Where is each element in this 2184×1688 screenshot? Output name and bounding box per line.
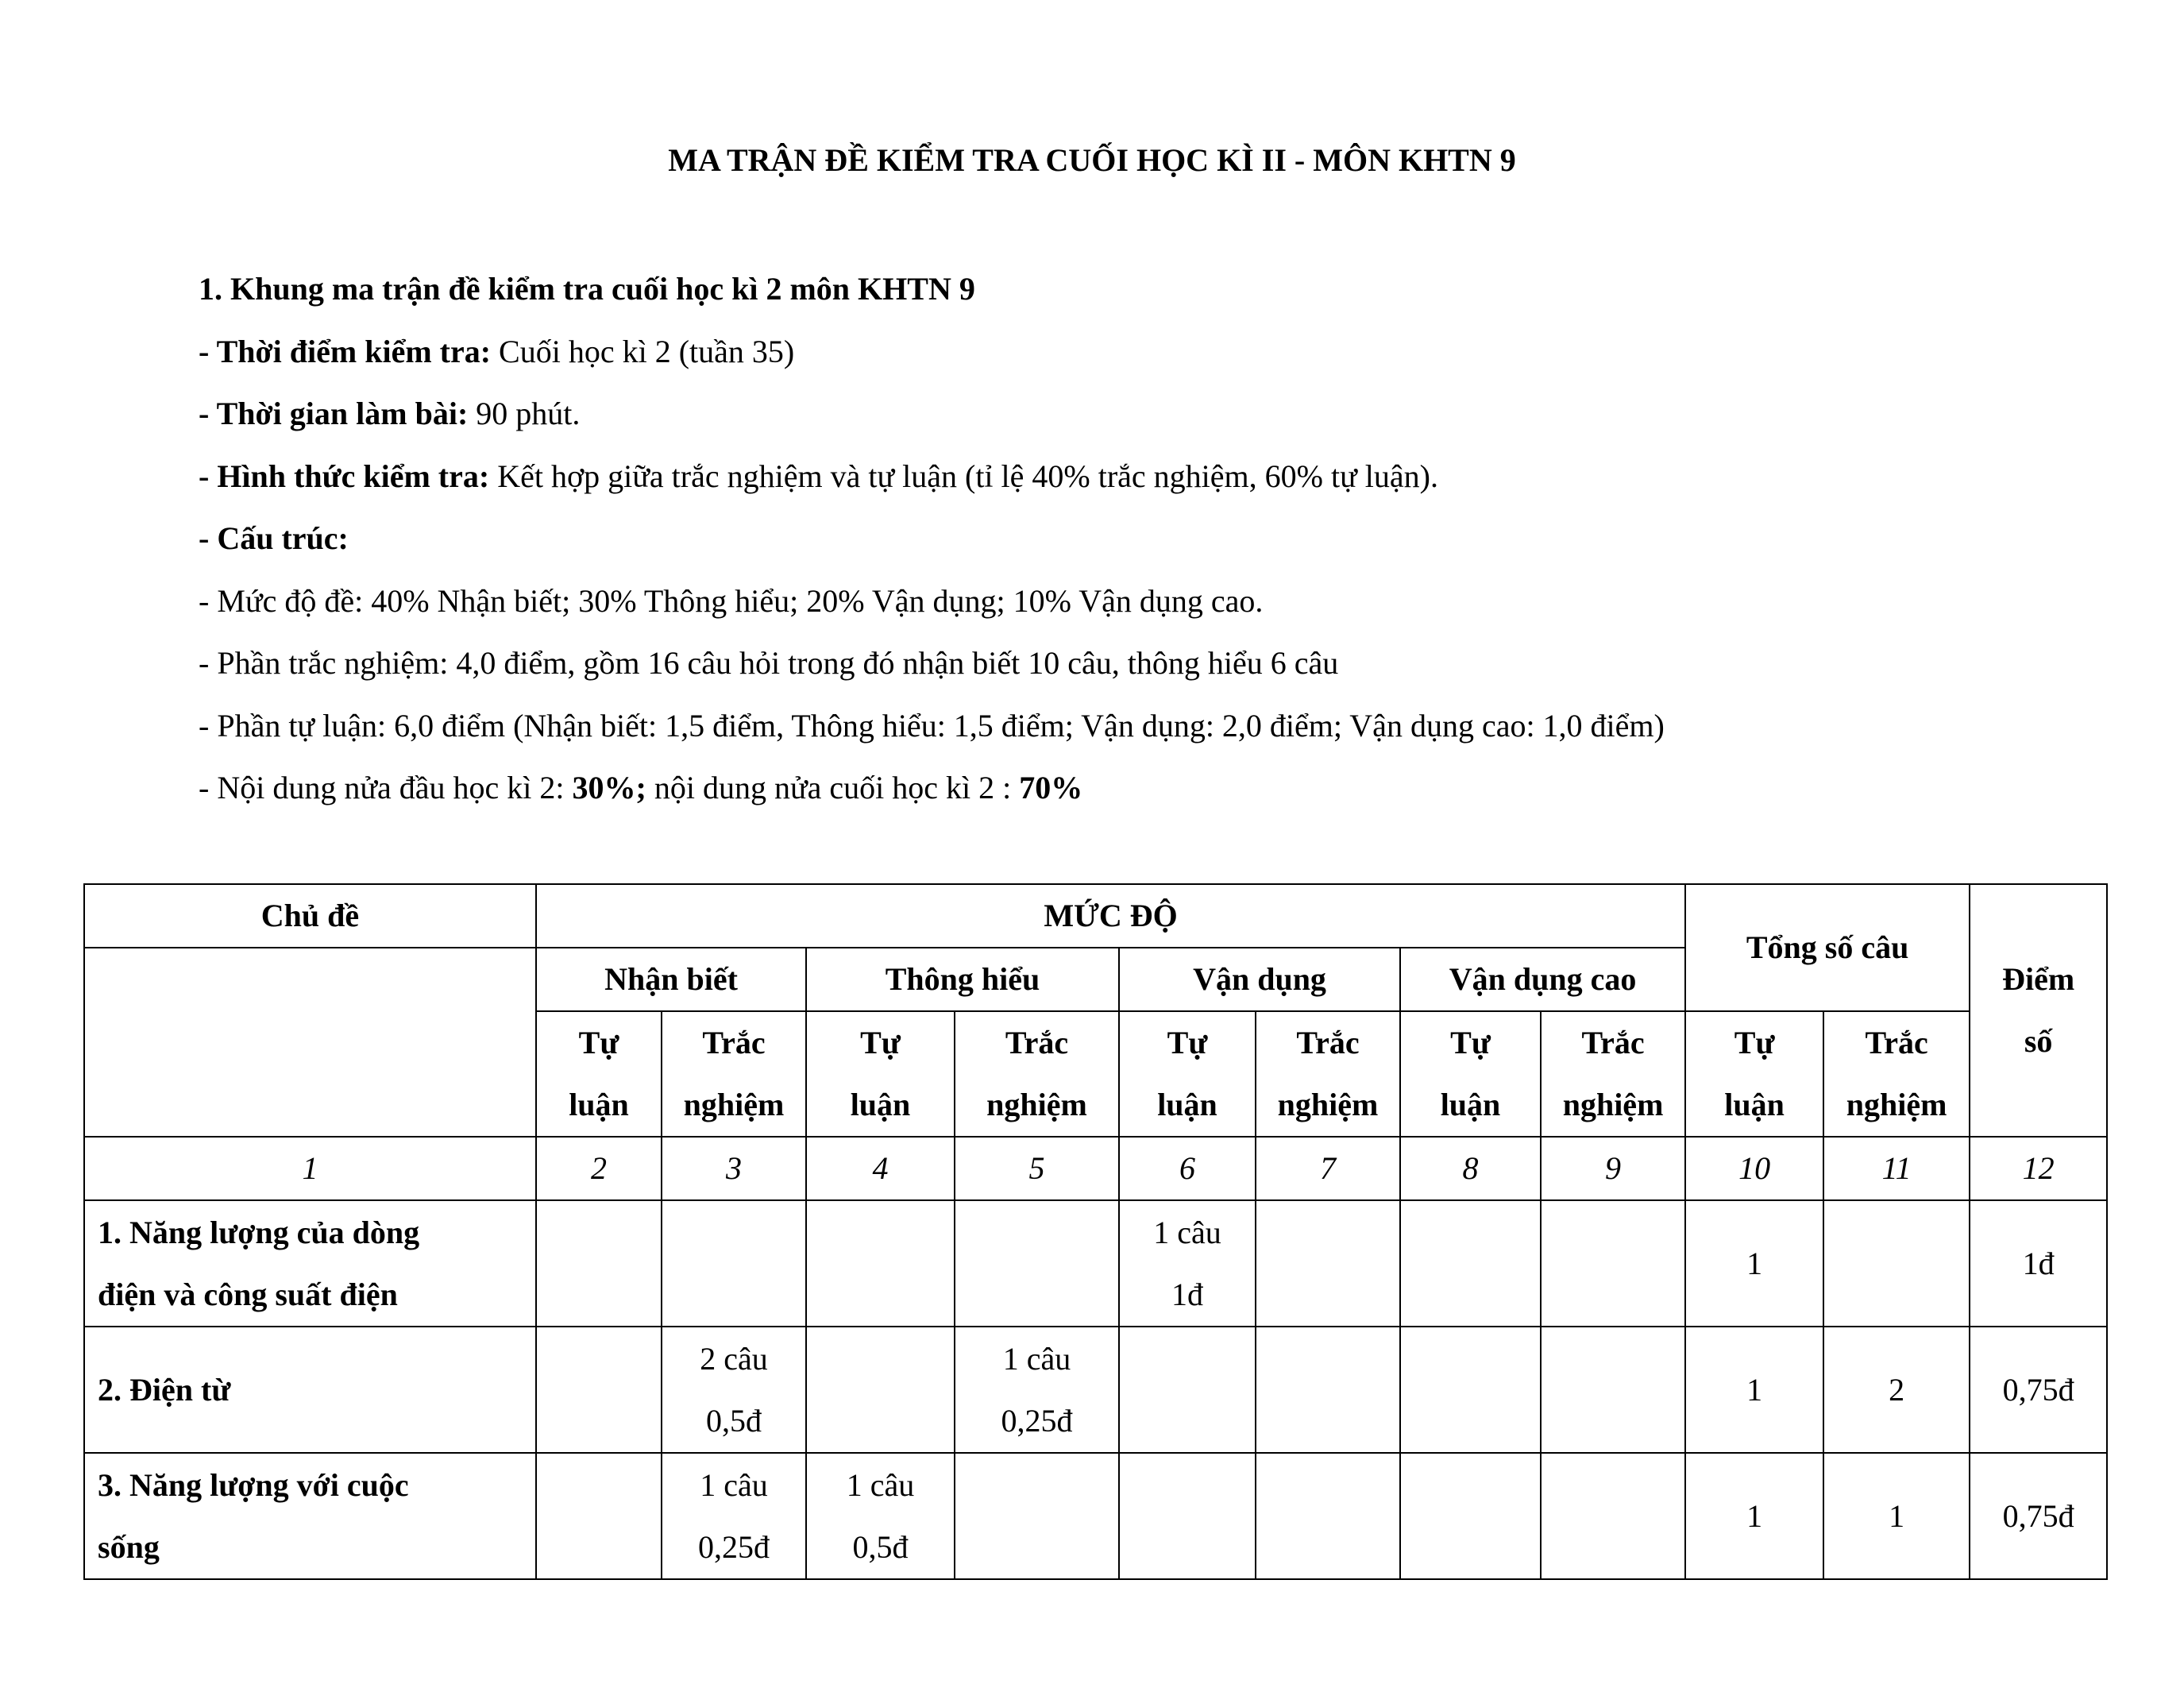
col-number: 7 bbox=[1256, 1137, 1400, 1200]
exam-time-label: - Thời điểm kiểm tra: bbox=[199, 333, 492, 369]
cell-empty bbox=[536, 1453, 662, 1579]
sub-essay-header: Tự luận bbox=[536, 1011, 662, 1137]
total-essay-cell: 1 bbox=[1685, 1327, 1823, 1453]
exam-form-label: - Hình thức kiểm tra: bbox=[199, 458, 490, 494]
content-pct-second: 70% bbox=[1019, 770, 1083, 805]
exam-matrix-table bbox=[83, 883, 2108, 1580]
cell-empty bbox=[536, 1200, 662, 1327]
cell-recognize-mcq: 1 câu 0,25đ bbox=[662, 1453, 806, 1579]
cell-recognize-mcq: 2 câu 0,5đ bbox=[662, 1327, 806, 1453]
col-number: 5 bbox=[955, 1137, 1119, 1200]
col-number: 10 bbox=[1685, 1137, 1823, 1200]
col-number: 9 bbox=[1541, 1137, 1685, 1200]
col-number: 11 bbox=[1823, 1137, 1970, 1200]
cell-empty bbox=[536, 1327, 662, 1453]
exam-time-line bbox=[199, 321, 2025, 384]
total-essay-cell: 1 bbox=[1685, 1200, 1823, 1327]
sub-mcq-header: Trắc nghiệm bbox=[1541, 1011, 1685, 1137]
score-header bbox=[1970, 884, 2107, 1137]
content-pre: - Nội dung nửa đầu học kì 2: bbox=[199, 770, 573, 805]
col-number: 3 bbox=[662, 1137, 806, 1200]
level-recognize: Nhận biết bbox=[536, 948, 806, 1011]
cell-empty bbox=[1541, 1200, 1685, 1327]
exam-form-value: Kết hợp giữa trắc nghiệm và tự luận (tỉ lệ 40% trắc nghiệm, 60% tự luận). bbox=[489, 458, 1438, 494]
table-row bbox=[84, 1453, 2107, 1579]
cell-empty bbox=[1256, 1200, 1400, 1327]
score-cell: 0,75đ bbox=[1970, 1327, 2107, 1453]
col-number: 1 bbox=[84, 1137, 536, 1200]
level-understand: Thông hiểu bbox=[806, 948, 1119, 1011]
topic-cell: 3. Năng lượng với cuộc sống bbox=[84, 1453, 536, 1579]
cell-empty bbox=[1119, 1327, 1256, 1453]
page-title: MA TRẬN ĐỀ KIỂM TRA CUỐI HỌC KÌ II - MÔN KHTN 9 bbox=[668, 142, 1516, 178]
level-apply: Vận dụng bbox=[1119, 948, 1400, 1011]
intro-section bbox=[199, 258, 2025, 820]
topic-header-blank bbox=[84, 948, 536, 1137]
score-cell: 0,75đ bbox=[1970, 1453, 2107, 1579]
score-cell: 1đ bbox=[1970, 1200, 2107, 1327]
duration-line bbox=[199, 383, 2025, 446]
essay-line: - Phần tự luận: 6,0 điểm (Nhận biết: 1,5 điểm, Thông hiểu: 1,5 điểm; Vận dụng: 2,0 điểm; Vận dụng cao: 1,0 điểm) bbox=[199, 707, 1665, 744]
cell-empty bbox=[955, 1453, 1119, 1579]
cell-empty bbox=[1541, 1453, 1685, 1579]
exam-form-line bbox=[199, 446, 2025, 508]
cell-empty bbox=[1400, 1200, 1541, 1327]
col-number: 6 bbox=[1119, 1137, 1256, 1200]
duration-value: 90 phút. bbox=[468, 396, 581, 431]
total-mcq-cell: 1 bbox=[1823, 1453, 1970, 1579]
sub-essay-header: Tự luận bbox=[806, 1011, 955, 1137]
sub-mcq-header: Trắc nghiệm bbox=[1823, 1011, 1970, 1137]
content-mid: nội dung nửa cuối học kì 2 : bbox=[646, 770, 1020, 805]
cell-empty bbox=[1256, 1453, 1400, 1579]
cell-empty bbox=[662, 1200, 806, 1327]
total-header: Tổng số câu bbox=[1685, 884, 1970, 1011]
sub-mcq-header: Trắc nghiệm bbox=[955, 1011, 1119, 1137]
total-mcq-cell: 2 bbox=[1823, 1327, 1970, 1453]
sub-mcq-header: Trắc nghiệm bbox=[1256, 1011, 1400, 1137]
level-line: - Mức độ đề: 40% Nhận biết; 30% Thông hiểu; 20% Vận dụng; 10% Vận dụng cao. bbox=[199, 582, 1264, 619]
col-number: 2 bbox=[536, 1137, 662, 1200]
col-number: 12 bbox=[1970, 1137, 2107, 1200]
sub-mcq-header: Trắc nghiệm bbox=[662, 1011, 806, 1137]
score-header-line-2: số bbox=[2024, 1023, 2053, 1059]
sub-essay-header: Tự luận bbox=[1400, 1011, 1541, 1137]
topic-cell: 2. Điện từ bbox=[84, 1327, 536, 1453]
content-pct-first: 30%; bbox=[572, 770, 646, 805]
mcq-line: - Phần trắc nghiệm: 4,0 điểm, gồm 16 câu hỏi trong đó nhận biết 10 câu, thông hiểu 6 câu bbox=[199, 645, 1339, 681]
exam-time-value: Cuối học kì 2 (tuần 35) bbox=[491, 333, 795, 369]
topic-cell: 1. Năng lượng của dòng điện và công suất điện bbox=[84, 1200, 536, 1327]
cell-empty bbox=[1119, 1453, 1256, 1579]
table-row bbox=[84, 1327, 2107, 1453]
cell-understand-mcq: 1 câu 0,25đ bbox=[955, 1327, 1119, 1453]
cell-understand-essay: 1 câu 0,5đ bbox=[806, 1453, 955, 1579]
level-header: MỨC ĐỘ bbox=[536, 884, 1685, 948]
cell-apply-essay: 1 câu 1đ bbox=[1119, 1200, 1256, 1327]
structure-label: - Cấu trúc: bbox=[199, 520, 349, 556]
cell-empty bbox=[1400, 1453, 1541, 1579]
total-mcq-cell bbox=[1823, 1200, 1970, 1327]
level-apply-high: Vận dụng cao bbox=[1400, 948, 1685, 1011]
total-essay-cell: 1 bbox=[1685, 1453, 1823, 1579]
cell-empty bbox=[1541, 1327, 1685, 1453]
topic-header: Chủ đề bbox=[84, 884, 536, 948]
section-heading: 1. Khung ma trận đề kiểm tra cuối học kì 2 môn KHTN 9 bbox=[199, 271, 975, 307]
cell-empty bbox=[806, 1327, 955, 1453]
cell-empty bbox=[806, 1200, 955, 1327]
cell-empty bbox=[1256, 1327, 1400, 1453]
content-ratio-line bbox=[199, 757, 2025, 820]
duration-label: - Thời gian làm bài: bbox=[199, 396, 469, 431]
sub-essay-header: Tự luận bbox=[1119, 1011, 1256, 1137]
col-number: 4 bbox=[806, 1137, 955, 1200]
cell-empty bbox=[955, 1200, 1119, 1327]
cell-empty bbox=[1400, 1327, 1541, 1453]
col-number: 8 bbox=[1400, 1137, 1541, 1200]
score-header-line-1: Điểm bbox=[2002, 961, 2075, 997]
table-row bbox=[84, 1200, 2107, 1327]
sub-essay-header: Tự luận bbox=[1685, 1011, 1823, 1137]
